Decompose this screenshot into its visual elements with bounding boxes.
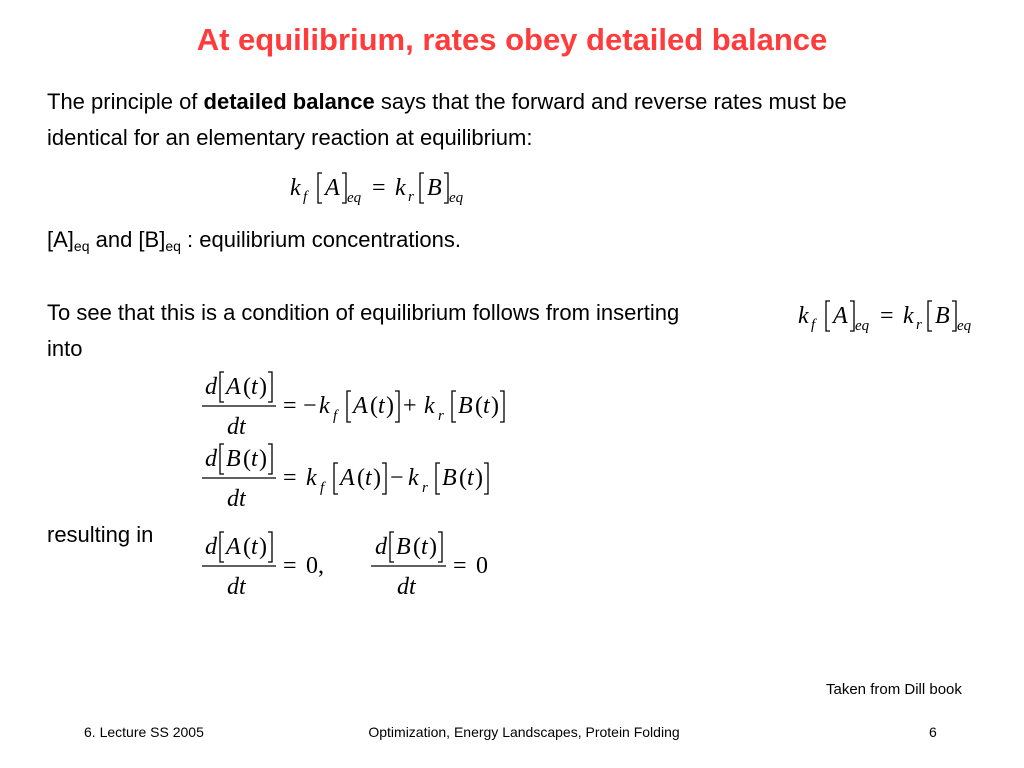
svg-text:f: f [303,189,308,205]
rate-equation-b [200,440,520,512]
svg-text:t: t [467,465,474,491]
svg-text:=: = [283,553,297,579]
svg-text:k: k [319,393,330,419]
svg-text:A: A [353,393,368,419]
svg-text:0,: 0, [306,553,324,579]
svg-text:B: B [427,175,442,201]
svg-text:(: ( [243,534,251,560]
svg-text:): ) [373,465,381,491]
svg-text:(: ( [370,393,378,419]
conc-description: : equilibrium concentrations. [180,227,461,252]
svg-text:): ) [491,393,499,419]
conc-and-label: and [B] [89,227,166,252]
svg-text:): ) [259,374,267,400]
attribution: Taken from Dill book [826,681,962,698]
page-number: 6 [929,724,937,740]
svg-text:(: ( [475,393,483,419]
svg-text:B: B [396,534,411,560]
svg-text:=: = [283,465,297,491]
svg-text:f: f [320,480,325,496]
svg-text:): ) [386,393,394,419]
svg-text:k: k [395,175,406,201]
svg-text:k: k [424,393,435,419]
svg-text:t: t [365,465,372,491]
intro-text-end: says that the forward and reverse rates must be [374,89,847,114]
svg-text:r: r [438,408,444,424]
svg-text:B: B [442,465,457,491]
svg-text:B: B [935,303,950,329]
svg-text:−: − [390,465,404,491]
conc-a-subscript: eq [73,238,90,254]
svg-text:k: k [290,175,301,201]
svg-text:): ) [259,446,267,472]
svg-text:d: d [205,446,217,472]
conc-a-label: [A] [47,227,74,252]
detailed-balance-equation [290,165,490,209]
conc-b-subscript: eq [165,238,181,254]
svg-text:A: A [340,465,355,491]
svg-text:B: B [226,446,241,472]
svg-text:(: ( [413,534,421,560]
svg-text:A: A [226,534,241,560]
svg-text:dt: dt [397,574,416,600]
svg-text:k: k [408,465,419,491]
footer-center: Optimization, Energy Landscapes, Protein Folding [368,724,680,740]
svg-text:=: = [453,553,467,579]
svg-text:dt: dt [227,574,246,600]
condition-line: To see that this is a condition of equilibrium follows from inserting [47,300,680,325]
svg-text:t: t [251,534,258,560]
svg-text:A: A [226,374,241,400]
equilibrium-concentrations-line [47,222,461,264]
condition-into: into [47,336,83,361]
svg-text:t: t [251,374,258,400]
footer-left: 6. Lecture SS 2005 [84,724,204,740]
svg-text:B: B [458,393,473,419]
svg-text:dt: dt [227,486,246,512]
svg-text:r: r [422,480,428,496]
svg-text:(: ( [357,465,365,491]
resulting-in-label: resulting in [47,522,154,547]
intro-paragraph [47,84,847,156]
svg-text:A: A [833,303,848,329]
svg-text:): ) [429,534,437,560]
svg-text:=: = [372,175,386,201]
svg-text:): ) [259,534,267,560]
svg-text:d: d [375,534,387,560]
slide-title: At equilibrium, rates obey detailed balance [196,22,828,57]
svg-text:t: t [421,534,428,560]
condition-paragraph [47,295,679,367]
svg-text:eq: eq [347,190,362,206]
detailed-balance-equation-inline [798,293,998,337]
svg-text:(: ( [459,465,467,491]
svg-text:d: d [205,534,217,560]
svg-text:k: k [903,303,914,329]
svg-text:dt: dt [227,414,246,440]
svg-text:eq: eq [449,190,464,206]
svg-text:f: f [333,408,338,424]
svg-text:t: t [251,446,258,472]
svg-text:d: d [205,374,217,400]
svg-text:k: k [306,465,317,491]
rate-equation-a [200,368,520,440]
svg-text:=: = [880,303,894,329]
svg-text:(: ( [243,446,251,472]
intro-line-1 [47,84,847,120]
svg-text:(: ( [243,374,251,400]
svg-text:eq: eq [855,318,870,334]
svg-text:eq: eq [957,318,972,334]
svg-text:A: A [325,175,340,201]
svg-text:t: t [378,393,385,419]
svg-text:−: − [303,393,317,419]
svg-text:+: + [403,393,417,419]
svg-text:k: k [798,303,809,329]
svg-text:t: t [483,393,490,419]
detailed-balance-term: detailed balance [203,89,375,114]
svg-text:r: r [408,189,414,205]
svg-text:=: = [283,393,297,419]
svg-text:): ) [475,465,483,491]
result-equations [200,528,500,600]
svg-text:f: f [811,317,816,333]
svg-text:0: 0 [476,553,488,579]
svg-text:r: r [916,317,922,333]
intro-text-start: The principle of [47,89,204,114]
intro-line-2: identical for an elementary reaction at equilibrium: [47,125,533,150]
